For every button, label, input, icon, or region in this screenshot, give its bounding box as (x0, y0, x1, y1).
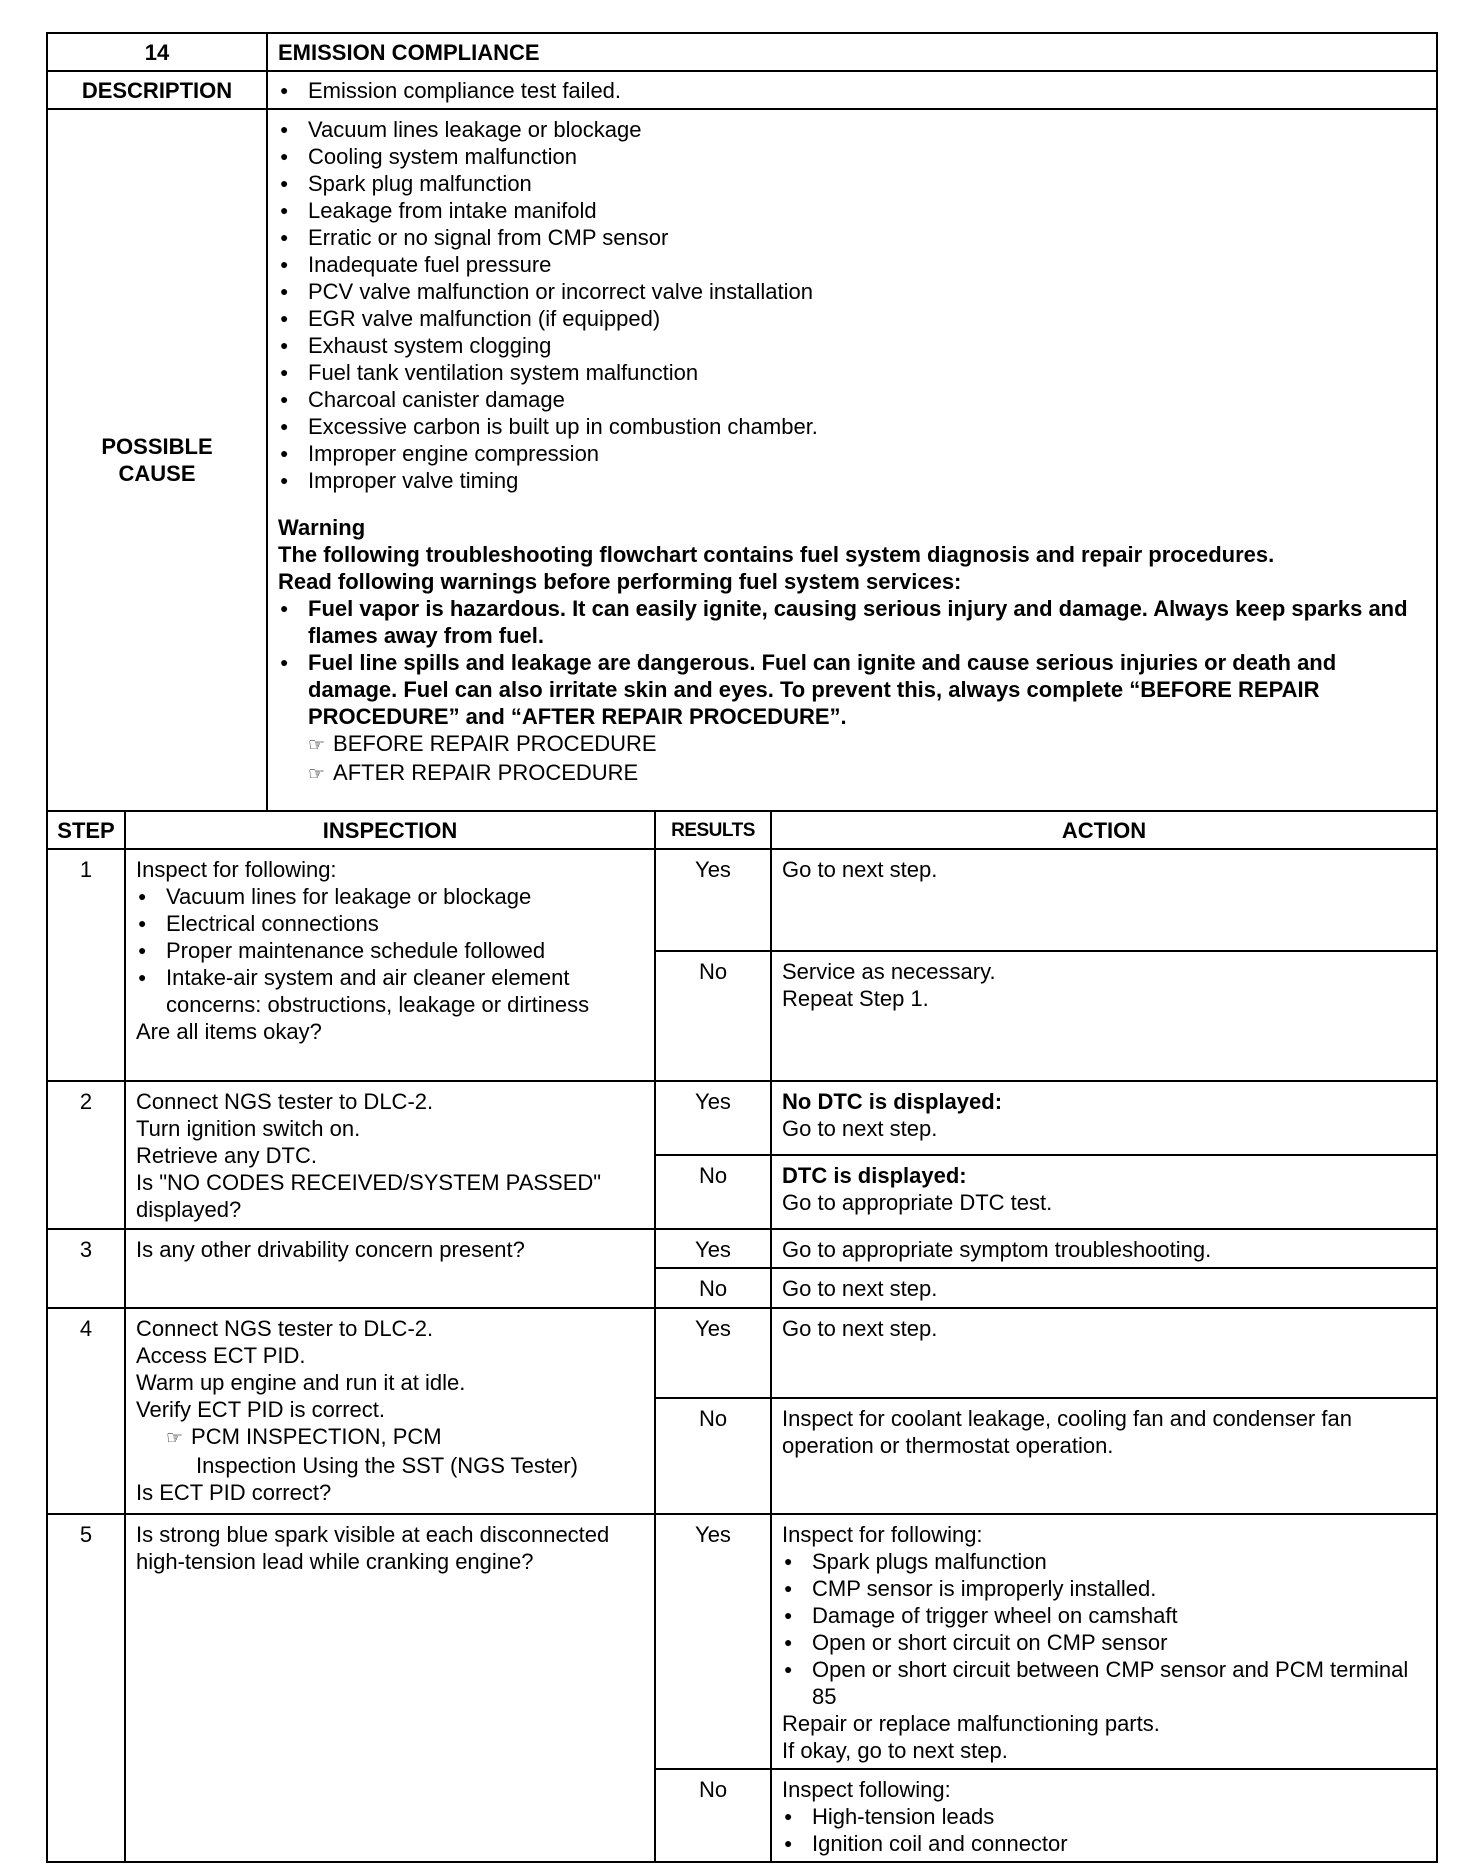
list-item: ● Open or short circuit on CMP sensor (782, 1629, 1426, 1656)
reference-link[interactable]: ☞ BEFORE REPAIR PROCEDURE (308, 731, 657, 756)
header-table (46, 32, 1438, 812)
pointing-hand-icon: ☞ (166, 1428, 184, 1449)
list-item: ● Inadequate fuel pressure (278, 251, 1426, 278)
table-row (47, 1514, 1437, 1769)
warning-line-1: The following troubleshooting flowchart contains fuel system diagnosis and repair procedures. (278, 542, 1275, 567)
step-number: 4 (47, 1308, 125, 1514)
result-no: No (655, 1769, 771, 1862)
steps-table (46, 810, 1438, 1863)
list-item: ● Vacuum lines leakage or blockage (278, 116, 1426, 143)
reference-list (278, 730, 1426, 788)
result-yes: Yes (655, 849, 771, 951)
result-no: No (655, 1268, 771, 1308)
list-item: ● Proper maintenance schedule followed (136, 937, 644, 964)
list-item: ● Vacuum lines for leakage or blockage (136, 883, 644, 910)
result-no: No (655, 951, 771, 1081)
pointing-hand-icon: ☞ (308, 735, 326, 756)
action-cell: Go to next step. (771, 1308, 1437, 1398)
warning-item: ● Fuel vapor is hazardous. It can easily ignite, causing serious injury and damage. Always keep sparks and flames away from fuel. (278, 595, 1426, 649)
list-item: ● Intake-air system and air cleaner element concerns: obstructions, leakage or dirtiness (136, 964, 644, 1018)
inspection-header: INSPECTION (125, 811, 655, 849)
list-item: ● Damage of trigger wheel on camshaft (782, 1602, 1426, 1629)
results-header: RESULTS (655, 811, 771, 849)
list-item: ● Excessive carbon is built up in combustion chamber. (278, 413, 1426, 440)
action-cell: Inspect following: ● High-tension leads ● Ignition coil and connector (771, 1769, 1437, 1862)
pointing-hand-icon: ☞ (308, 764, 326, 785)
possible-cause-label: POSSIBLE CAUSE (47, 109, 267, 811)
action-cell: Go to next step. (771, 849, 1437, 951)
inspection-cell: Connect NGS tester to DLC-2. Access ECT PID. Warm up engine and run it at idle. Verify ECT PID is correct. ☞ PCM INSPECTION, PCM Inspection Using the SST (NGS Tester) Is ECT PID correct? (125, 1308, 655, 1514)
action-cell: Go to next step. (771, 1268, 1437, 1308)
action-cell: Go to appropriate symptom troubleshooting. (771, 1229, 1437, 1268)
table-row (47, 849, 1437, 951)
list-item: ● Cooling system malfunction (278, 143, 1426, 170)
result-no: No (655, 1398, 771, 1514)
result-yes: Yes (655, 1514, 771, 1769)
list-item: ● CMP sensor is improperly installed. (782, 1575, 1426, 1602)
action-header: ACTION (771, 811, 1437, 849)
list-item: ● Open or short circuit between CMP sensor and PCM terminal 85 (782, 1656, 1426, 1710)
section-title: EMISSION COMPLIANCE (267, 33, 1437, 71)
list-item: ● Exhaust system clogging (278, 332, 1426, 359)
section-number: 14 (47, 33, 267, 71)
description-text: ● Emission compliance test failed. (278, 77, 1436, 104)
action-cell: DTC is displayed: Go to appropriate DTC test. (771, 1155, 1437, 1229)
list-item: ● PCV valve malfunction or incorrect valve installation (278, 278, 1426, 305)
description-label: DESCRIPTION (47, 71, 267, 109)
reference-link[interactable]: ☞ PCM INSPECTION, PCM (166, 1424, 442, 1449)
list-item: ● Improper valve timing (278, 467, 1426, 494)
action-cell: Inspect for following: ● Spark plugs malfunction ● CMP sensor is improperly installed. ● Damage of trigger wheel on camshaft ● Open or short circuit on CMP sensor ● Open or short circuit between CMP sensor and PCM terminal 85 Repair or replace malfunctioning parts. If okay, go to next step. (771, 1514, 1437, 1769)
cause-list (278, 116, 1426, 494)
warning-item: ● Fuel line spills and leakage are dangerous. Fuel can ignite and cause serious injuries or death and damage. Fuel can also irritate skin and eyes. To prevent this, always complete “BEFORE REPAIR PROCEDURE” and “AFTER REPAIR PROCEDURE”. (278, 649, 1426, 730)
list-item: ● Improper engine compression (278, 440, 1426, 467)
list-item: ● High-tension leads (782, 1803, 1426, 1830)
table-row (47, 1229, 1437, 1268)
list-item: ● Fuel tank ventilation system malfunction (278, 359, 1426, 386)
result-yes: Yes (655, 1229, 771, 1268)
step-number: 2 (47, 1081, 125, 1229)
reference-link[interactable]: ☞ AFTER REPAIR PROCEDURE (308, 760, 639, 785)
inspection-cell: Inspect for following: ● Vacuum lines for leakage or blockage ● Electrical connections ● Proper maintenance schedule followed ● Intake-air system and air cleaner element concerns: obstructions, leakage or dirtiness Are all items okay? (125, 849, 655, 1081)
action-cell: Service as necessary. Repeat Step 1. (771, 951, 1437, 1081)
description-cell (267, 71, 1437, 109)
action-cell: Inspect for coolant leakage, cooling fan and condenser fan operation or thermostat operation. (771, 1398, 1437, 1514)
result-yes: Yes (655, 1308, 771, 1398)
list-item: ● Charcoal canister damage (278, 386, 1426, 413)
table-row (47, 1081, 1437, 1155)
step-number: 5 (47, 1514, 125, 1862)
step-header: STEP (47, 811, 125, 849)
list-item: ● Erratic or no signal from CMP sensor (278, 224, 1426, 251)
inspection-cell: Is any other drivability concern present? (125, 1229, 655, 1308)
warning-list (278, 595, 1426, 730)
step-number: 3 (47, 1229, 125, 1308)
result-no: No (655, 1155, 771, 1229)
list-item: ● Ignition coil and connector (782, 1830, 1426, 1857)
possible-cause-cell (267, 109, 1437, 811)
list-item: ● Spark plug malfunction (278, 170, 1426, 197)
step-number: 1 (47, 849, 125, 1081)
result-yes: Yes (655, 1081, 771, 1155)
action-cell: No DTC is displayed: Go to next step. (771, 1081, 1437, 1155)
list-item: ● Leakage from intake manifold (278, 197, 1426, 224)
list-item: ● Spark plugs malfunction (782, 1548, 1426, 1575)
warning-title: Warning (278, 515, 366, 540)
list-item: ● EGR valve malfunction (if equipped) (278, 305, 1426, 332)
list-item: ● Electrical connections (136, 910, 644, 937)
inspection-cell: Is strong blue spark visible at each disconnected high-tension lead while cranking engine? (125, 1514, 655, 1862)
warning-line-2: Read following warnings before performing fuel system services: (278, 569, 962, 594)
table-row (47, 1308, 1437, 1398)
inspection-cell: Connect NGS tester to DLC-2. Turn ignition switch on. Retrieve any DTC. Is "NO CODES RECEIVED/SYSTEM PASSED" displayed? (125, 1081, 655, 1229)
